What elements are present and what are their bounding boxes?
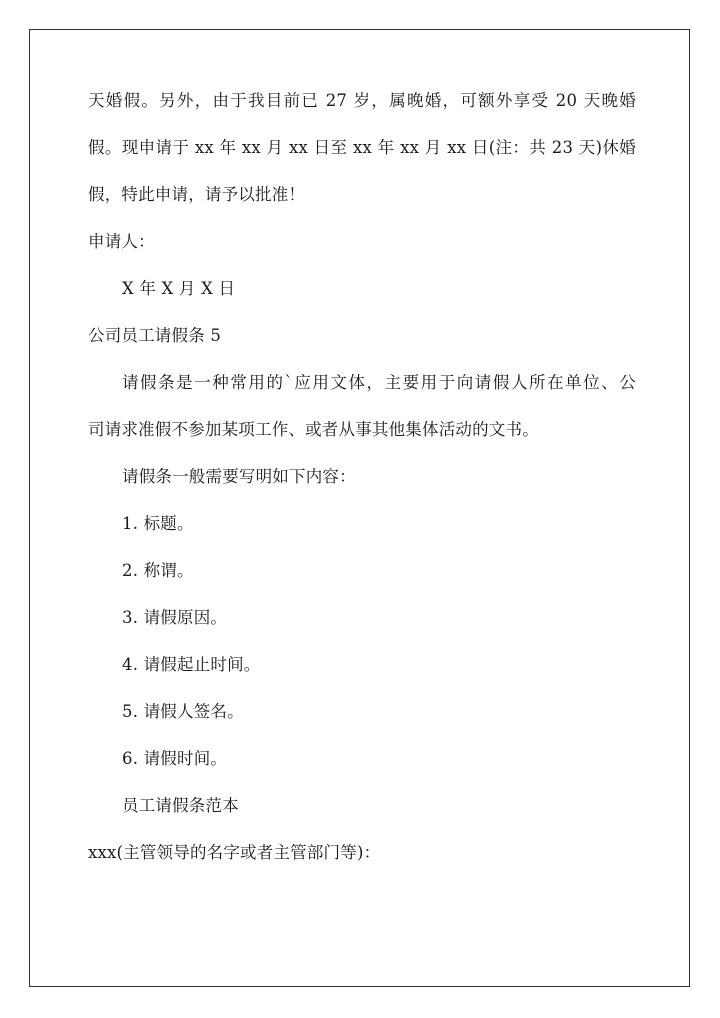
list-item: 4. 请假起止时间。 <box>122 655 261 674</box>
date-line: X 年 X 月 X 日 <box>122 279 236 298</box>
paragraph-line: 请假条是一种常用的`应用文体，主要用于向请假人所在单位、公 <box>122 373 636 392</box>
list-item: 1. 标题。 <box>122 514 194 533</box>
paragraph-line: 天婚假。另外，由于我目前已 27 岁，属晚婚，可额外享受 20 天晚婚 <box>88 91 636 110</box>
list-item: 5. 请假人签名。 <box>122 702 244 721</box>
salutation-line: xxx(主管领导的名字或者主管部门等)： <box>88 843 381 862</box>
paragraph-line: 司请求准假不参加某项工作、或者从事其他集体活动的文书。 <box>88 420 539 439</box>
list-item: 6. 请假时间。 <box>122 749 228 768</box>
paragraph-line: 假，特此申请，请予以批准！ <box>88 185 306 204</box>
list-item: 3. 请假原因。 <box>122 608 228 627</box>
list-item: 2. 称谓。 <box>122 561 194 580</box>
section-heading: 公司员工请假条 5 <box>88 326 222 345</box>
applicant-label: 申请人： <box>88 232 155 251</box>
paragraph-line: 假。现申请于 xx 年 xx 月 xx 日至 xx 年 xx 月 xx 日(注：共 23 天)休婚 <box>88 138 636 157</box>
section-heading: 员工请假条范本 <box>122 796 239 815</box>
paragraph-line: 请假条一般需要写明如下内容： <box>122 467 356 486</box>
